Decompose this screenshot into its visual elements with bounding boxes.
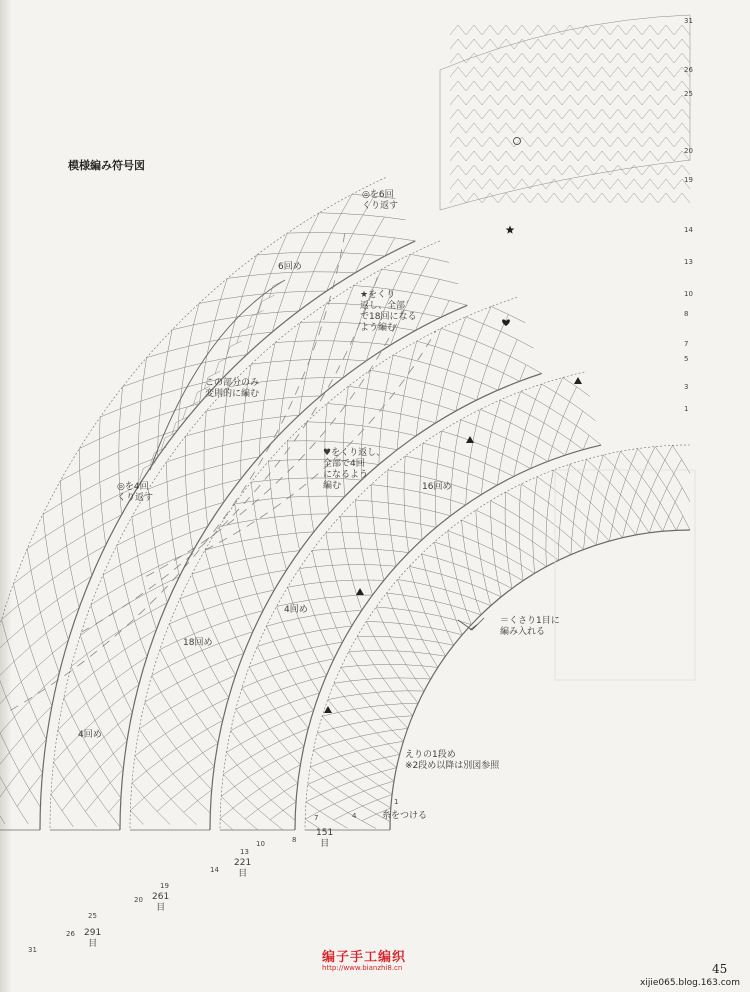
bleed-through-diagram [555,470,695,680]
row-number-bottom: 20 [134,896,143,904]
triangle-icon-3 [324,706,332,713]
guide-arc-0 [205,331,436,550]
row-number-bottom: 14 [210,866,219,874]
stitch-count-291: 291 目 [84,928,102,949]
page-number: 45 [712,962,728,976]
note-star-repeat: ★をくり 返し、全部 で18回になる よう編む [360,290,417,333]
row-number-right: 13 [684,258,693,266]
upper-rows-mesh [450,25,690,203]
note-collar: えりの1段め ※2段め以降は別図参照 [405,750,500,771]
row-number-bottom: 10 [256,840,265,848]
note-chain-stitch: ＝くさり1目に 編み入れる [500,616,560,637]
star-icon [506,226,515,234]
row-number-bottom: 4 [352,812,357,820]
note-count16: 16回め [422,482,452,492]
band-2-mesh [130,307,541,825]
guide-arc-3 [11,232,346,710]
chart-title: 模様編み符号図 [68,159,145,172]
note-count4b: 4回め [78,730,102,740]
row-number-bottom: 25 [88,912,97,920]
watermark-logo: 编子手工编织 [322,950,407,965]
row-number-bottom: 31 [28,946,37,954]
note-repeat4: ◎を4回 くり返す [117,482,154,503]
note-partial: この部分のみ 変則的に編む [205,378,260,399]
row-number-bottom: 26 [66,930,75,938]
triangle-icon-2 [356,588,364,595]
row-number-bottom: 1 [394,798,399,806]
note-count18: 18回め [183,638,213,648]
note-heart-repeat: ♥をくり返し、 全部で4回 になるよう 編む [323,448,386,491]
watermark-url: http://www.bianzhi8.cn [322,964,403,972]
upper-rows-outline [440,15,690,210]
row-number-right: 26 [684,66,693,74]
row-number-bottom: 7 [314,814,319,822]
row-number-bottom: 8 [292,836,297,844]
stitch-count-151: 151 目 [316,828,334,849]
row-number-right: 14 [684,226,693,234]
note-attach-yarn: 糸をつける [382,811,428,821]
stitch-count-261: 261 目 [152,892,170,913]
row-number-right: 5 [684,355,689,363]
row-number-right: 20 [684,147,693,155]
row-number-right: 7 [684,340,689,348]
row-number-right: 19 [684,176,693,184]
row-number-right: 3 [684,383,689,391]
triangle-icon-0 [574,377,582,384]
note-count6: 6回め [278,262,302,272]
note-repeat6: ◎を6回 くり返す [362,190,399,211]
row-number-right: 10 [684,290,693,298]
row-number-bottom: 19 [160,882,169,890]
row-number-bottom: 13 [240,848,249,856]
row-number-right: 31 [684,17,693,25]
footer-blog: xijie065.blog.163.com [640,978,740,988]
partial-piece-edge [150,280,285,470]
row-number-right: 25 [684,90,693,98]
row-number-right: 1 [684,405,689,413]
row-number-right: 8 [684,310,689,318]
note-count4a: 4回め [284,605,308,615]
stitch-count-221: 221 目 [234,858,252,879]
